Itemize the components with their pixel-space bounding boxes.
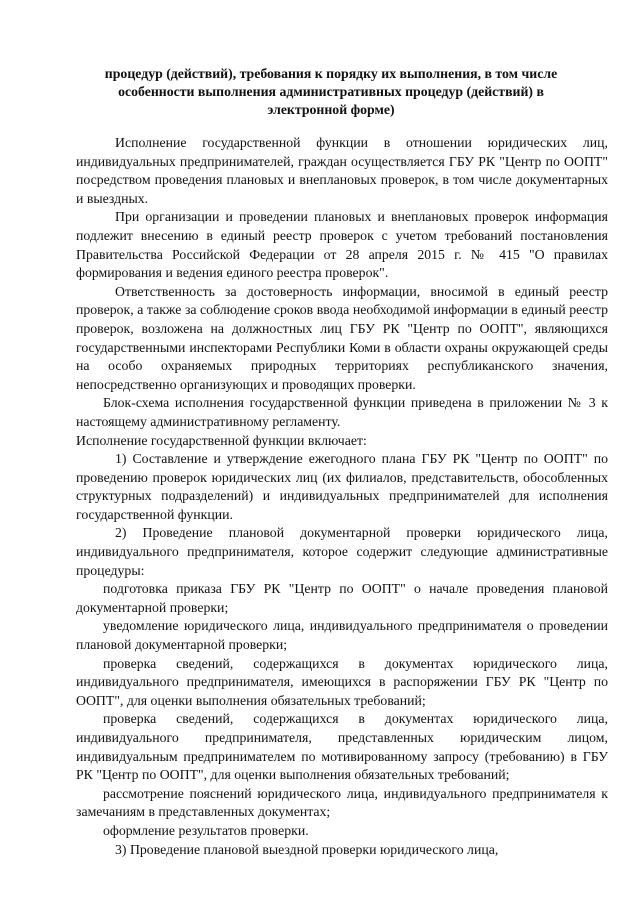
heading-line: электронной форме) [267, 102, 395, 117]
list-item: проверка сведений, содержащихся в документах юридического лица, индивидуального предпринимателя, представленных юридическим лицом, индивидуальным предпринимателем по мотивированному запросу (требованию) в ГБУ РК "Центр по ООПТ", для оценки выполнения обязательных требований; [76, 711, 608, 783]
paragraph: При организации и проведении плановых и внеплановых проверок информация подлежит внесению в единый реестр проверок с учетом требований постановления Правительства Российской Федерации от 28 апреля 2015 г. № 415 "О правилах формирования и ведения единого реестра проверок". [76, 209, 608, 281]
list-item: оформление результатов проверки. [103, 822, 309, 838]
list-item: 2) Проведение плановой документарной проверки юридического лица, индивидуального предпринимателя, которое содержит следующие административные процедуры: [76, 525, 608, 578]
paragraph: Исполнение государственной функции в отношении юридических лиц, индивидуальных предпринимателей, граждан осуществляется ГБУ РК "Центр по ООПТ" посредством проведения плановых и внеплановых проверок, в том числе документарных и выездных. [76, 135, 608, 206]
section-heading [96, 65, 566, 119]
heading-line: процедур (действий), требования к порядку их выполнения, в том числе [104, 66, 558, 81]
list-item: проверка сведений, содержащихся в документах юридического лица, индивидуального предпринимателя, имеющихся в распоряжении ГБУ РК "Центр по ООПТ", для оценки выполнения обязательных требований; [76, 655, 608, 708]
paragraph: Исполнение государственной функции включает: [76, 432, 367, 448]
list-item: 3) Проведение плановой выездной проверки юридического лица, [115, 841, 499, 857]
paragraph: Ответственность за достоверность информации, вносимой в единый реестр проверок, а также за соблюдение сроков ввода необходимой информации в единый реестр проверок, возложена на должностных лиц ГБУ РК "Центр по ООПТ", являющихся государственными инспекторами Республики Коми в области охраны окружающей среды на особо охраняемых природных территориях республиканского значения, непосредственно организующих и проводящих проверки. [76, 283, 608, 392]
list-item: рассмотрение пояснений юридического лица, индивидуального предпринимателя к замечаниям в представленных документах; [76, 785, 608, 820]
list-item: 1) Составление и утверждение ежегодного плана ГБУ РК "Центр по ООПТ" по проведению проверок юридических лиц (их филиалов, представительств, обособленных структурных подразделений) и индивидуальных предпринимателей для исполнения государственной функции. [76, 451, 608, 522]
heading-line: особенности выполнения административных процедур (действий) в [118, 84, 544, 99]
list-item: уведомление юридического лица, индивидуального предпринимателя о проведении плановой документарной проверки; [76, 618, 608, 653]
list-item: подготовка приказа ГБУ РК "Центр по ООПТ" о начале проведения плановой документарной проверки; [76, 581, 608, 615]
document-body [76, 134, 608, 859]
paragraph: Блок-схема исполнения государственной функции приведена в приложении № 3 к настоящему административному регламенту. [76, 395, 608, 429]
